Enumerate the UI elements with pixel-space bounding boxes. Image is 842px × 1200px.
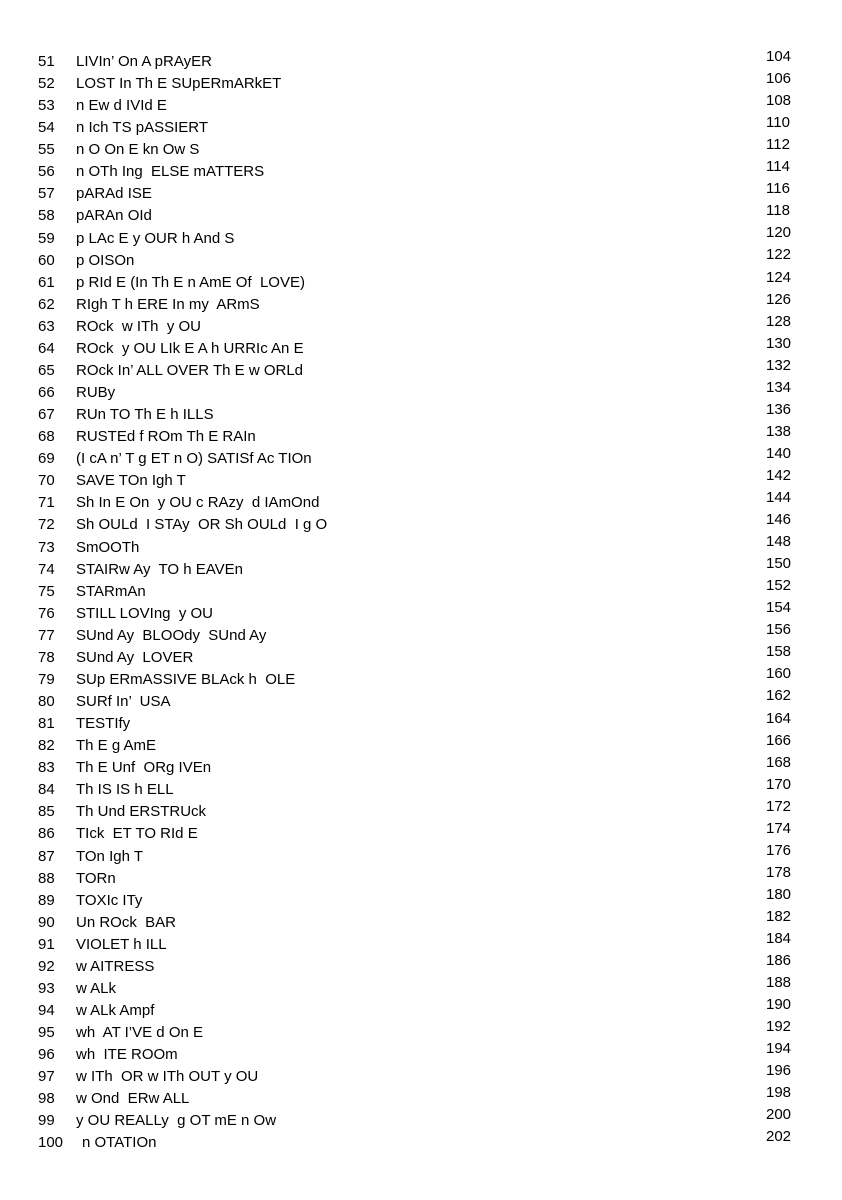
toc-entry (0, 537, 700, 559)
entry-title: RUBy (76, 384, 116, 402)
entry-number: 78 (38, 648, 55, 666)
toc-entry (0, 1110, 700, 1132)
entry-number: 96 (38, 1046, 55, 1064)
entry-number: 64 (38, 339, 55, 357)
entry-number: 98 (38, 1090, 55, 1108)
entry-number: 85 (38, 803, 55, 821)
entry-page-number: 150 (766, 555, 792, 573)
entry-page-number: 114 (766, 158, 790, 176)
entry-title: y OU REALLy g OT mE n Ow (76, 1112, 277, 1130)
entry-number: 99 (38, 1112, 55, 1130)
entry-number: 100 (38, 1134, 64, 1152)
entry-title: LIVIn’ On A pRAyER (76, 53, 212, 70)
entry-page-number: 198 (766, 1084, 792, 1102)
toc-entry (0, 647, 700, 669)
entry-title: w ALk (76, 979, 117, 997)
entry-number: 72 (38, 516, 55, 534)
toc-entry (0, 625, 700, 647)
entry-title: wh ITE ROOm (76, 1046, 178, 1064)
toc-entry (0, 735, 700, 757)
toc-entry (0, 956, 700, 978)
entry-title: n OTh Ing ELSE mATTERS (76, 163, 265, 181)
entry-page-number: 194 (766, 1040, 792, 1058)
toc-entry (0, 868, 700, 890)
entry-number: 97 (38, 1068, 55, 1086)
entry-page-number: 138 (766, 422, 792, 440)
entry-title: wh AT I’VE d On E (76, 1024, 204, 1042)
entry-title: (I cA n’ T g ET n O) SATISf Ac TIOn (76, 450, 312, 468)
toc-entry (0, 73, 700, 95)
entry-page-number: 108 (766, 92, 792, 110)
entry-number: 84 (38, 781, 55, 799)
entry-number: 77 (38, 626, 55, 644)
entry-page-number: 130 (766, 334, 792, 352)
entry-number: 86 (38, 825, 55, 843)
entry-title: LOST In Th E SUpERmARkET (76, 75, 282, 93)
entry-number: 79 (38, 670, 55, 688)
entry-number: 69 (38, 450, 55, 468)
entry-number: 82 (38, 737, 55, 755)
entry-page-number: 186 (766, 952, 792, 970)
entry-number: 65 (38, 361, 55, 379)
entry-page-number: 132 (766, 356, 792, 374)
toc-entry (0, 161, 700, 183)
entry-page-number: 158 (766, 643, 792, 661)
entry-page-number: 154 (766, 599, 792, 617)
entry-title: ROck In’ ALL OVER Th E w ORLd (76, 361, 304, 379)
entry-page-number: 178 (766, 863, 792, 881)
entry-page-number: 144 (766, 489, 792, 506)
entry-page-number: 184 (766, 930, 792, 947)
toc-entry (0, 205, 700, 227)
toc-entry (0, 139, 700, 161)
entry-title: SURf In’ USA (76, 693, 171, 711)
entry-title: p LAc E y OUR h And S (76, 229, 235, 247)
entry-page-number: 188 (766, 974, 792, 992)
toc-entry (0, 95, 700, 117)
toc-entry (0, 228, 700, 250)
entry-number: 87 (38, 847, 55, 865)
toc-entry (0, 382, 700, 404)
entry-page-number: 156 (766, 621, 792, 639)
toc-entry (0, 294, 700, 316)
entry-title: TOn Igh T (76, 847, 143, 865)
entry-title: w Ond ERw ALL (76, 1090, 190, 1108)
entry-number: 89 (38, 891, 55, 909)
toc-entry (0, 1132, 700, 1154)
entry-number: 68 (38, 428, 55, 446)
toc-entry (0, 603, 700, 625)
toc-entry (0, 514, 700, 536)
entry-number: 60 (38, 251, 55, 269)
toc-entry (0, 316, 700, 338)
entry-page-number: 148 (766, 533, 792, 551)
entry-number: 83 (38, 759, 55, 777)
entry-number: 54 (38, 119, 55, 137)
entry-number: 67 (38, 406, 55, 424)
entry-page-number: 160 (766, 665, 792, 683)
entry-page-number: 106 (766, 70, 792, 88)
entry-title: w ITh OR w ITh OUT y OU (76, 1068, 259, 1086)
entry-title: SmOOTh (76, 538, 140, 556)
toc-entry (0, 51, 700, 73)
entry-title: Th E Unf ORg IVEn (76, 759, 212, 777)
entry-title: TORn (76, 869, 116, 887)
toc-entry (0, 846, 700, 868)
toc-entry (0, 470, 700, 492)
entry-title: n Ew d IVId E (76, 97, 167, 115)
entry-page-number: 180 (766, 885, 792, 903)
entry-number: 55 (38, 141, 55, 159)
entry-number: 95 (38, 1024, 55, 1042)
toc-entry (0, 448, 700, 470)
toc-entry (0, 713, 700, 735)
entry-number: 52 (38, 75, 55, 93)
entry-number: 57 (38, 185, 55, 203)
entry-title: STAIRw Ay TO h EAVEn (76, 560, 244, 578)
entry-title: p RId E (In Th E n AmE Of LOVE) (76, 273, 305, 291)
entry-title: Sh OULd I STAy OR Sh OULd I g O (76, 516, 328, 534)
entry-number: 75 (38, 582, 55, 600)
toc-entry (0, 1000, 700, 1022)
entry-title: Un ROck BAR (76, 913, 177, 931)
entry-page-number: 140 (766, 444, 792, 462)
entry-number: 74 (38, 560, 55, 578)
entry-title: n O On E kn Ow S (76, 141, 200, 159)
entry-number: 93 (38, 979, 55, 997)
entry-page-number: 146 (766, 511, 792, 529)
entry-title: RUSTEd f ROm Th E RAIn (76, 428, 256, 446)
entry-number: 66 (38, 384, 55, 402)
entry-title: Th E g AmE (76, 737, 157, 755)
entry-number: 70 (38, 472, 55, 490)
entry-page-number: 152 (766, 577, 792, 595)
entry-page-number: 172 (766, 797, 792, 815)
toc-entry (0, 823, 700, 845)
entry-number: 53 (38, 97, 55, 115)
entry-title: STARmAn (76, 582, 146, 600)
toc-entry (0, 117, 700, 139)
entry-page-number: 168 (766, 753, 792, 771)
toc-entry (0, 669, 700, 691)
toc-entry (0, 779, 700, 801)
entry-page-number: 120 (766, 224, 792, 242)
toc-entry (0, 426, 700, 448)
entry-page-number: 170 (766, 775, 792, 793)
toc-entry (0, 360, 700, 382)
entry-page-number: 166 (766, 731, 792, 749)
toc-entry (0, 492, 700, 514)
toc-entry (0, 912, 700, 934)
entry-page-number: 126 (766, 290, 792, 308)
entry-page-number: 200 (766, 1106, 792, 1124)
entry-title: pARAn OId (76, 207, 152, 225)
entry-number: 92 (38, 957, 55, 975)
entry-title: w AITRESS (76, 957, 155, 975)
toc-entry (0, 1088, 700, 1110)
entry-page-number: 190 (766, 996, 792, 1014)
toc-entry (0, 183, 700, 205)
entry-page-number: 176 (766, 841, 792, 859)
toc-entry (0, 978, 700, 1000)
entry-number: 81 (38, 715, 55, 733)
entry-number: 76 (38, 604, 55, 622)
entry-number: 91 (38, 935, 55, 953)
entry-number: 59 (38, 229, 55, 247)
toc-entry (0, 691, 700, 713)
entry-page-number: 196 (766, 1062, 792, 1080)
entry-number: 56 (38, 163, 55, 181)
toc-entry (0, 757, 700, 779)
entry-title: Th Und ERSTRUck (76, 803, 207, 821)
entry-number: 62 (38, 295, 55, 313)
entry-number: 88 (38, 869, 55, 887)
entry-page-number: 164 (766, 709, 792, 727)
toc-entry (0, 272, 700, 294)
toc-entry (0, 1044, 700, 1066)
entry-title: RIgh T h ERE In my ARmS (76, 295, 260, 313)
toc-entry (0, 890, 700, 912)
entry-page-number: 110 (766, 114, 790, 132)
entry-page-number: 174 (766, 819, 792, 837)
entry-page-number: 128 (766, 312, 792, 330)
entry-page-number: 116 (766, 180, 790, 198)
entry-title: SUnd Ay LOVER (76, 648, 194, 666)
toc-entry (0, 581, 700, 603)
entry-number: 90 (38, 913, 55, 931)
entry-page-number: 136 (766, 400, 792, 418)
entry-page-number: 124 (766, 268, 792, 286)
toc-entry (0, 338, 700, 360)
entry-title: n Ich TS pASSIERT (76, 119, 209, 137)
entry-title: TIck ET TO RId E (76, 825, 198, 843)
entry-title: STILL LOVIng y OU (76, 604, 213, 622)
entry-title: TESTIfy (76, 715, 131, 733)
entry-title: Sh In E On y OU c RAzy d IAmOnd (76, 494, 320, 512)
entry-number: 51 (38, 53, 55, 70)
entry-title: pARAd ISE (76, 185, 152, 203)
toc-entry (0, 934, 700, 956)
toc-entry (0, 1066, 700, 1088)
entry-page-number: 112 (766, 136, 790, 154)
entry-title: TOXIc ITy (76, 891, 143, 909)
entry-title: SUnd Ay BLOOdy SUnd Ay (76, 626, 267, 644)
entry-number: 94 (38, 1002, 55, 1019)
entry-number: 58 (38, 207, 55, 225)
toc-entry (0, 559, 700, 581)
toc-entry (0, 250, 700, 272)
entry-page-number: 118 (766, 202, 790, 220)
entry-page-number: 134 (766, 378, 792, 396)
entry-number: 63 (38, 317, 55, 335)
entry-number: 73 (38, 538, 55, 556)
entry-title: Th IS IS h ELL (76, 781, 174, 799)
entry-page-number: 192 (766, 1018, 792, 1036)
entry-page-number: 202 (766, 1128, 792, 1146)
entry-title: w ALk Ampf (76, 1002, 155, 1019)
entry-title: p OISOn (76, 251, 135, 269)
entry-title: ROck w ITh y OU (76, 317, 202, 335)
entry-page-number: 122 (766, 246, 792, 264)
entry-title: RUn TO Th E h ILLS (76, 406, 214, 424)
entry-title: SAVE TOn Igh T (76, 472, 186, 490)
entry-number: 61 (38, 273, 55, 291)
toc-entry (0, 404, 700, 426)
entry-title: n OTATIOn (82, 1134, 157, 1152)
entry-number: 71 (38, 494, 55, 512)
toc-entry (0, 1022, 700, 1044)
toc-entry (0, 801, 700, 823)
entry-title: VIOLET h ILL (76, 935, 167, 953)
entry-number: 80 (38, 693, 55, 711)
entry-title: ROck y OU LIk E A h URRIc An E (76, 339, 304, 357)
entry-title: SUp ERmASSIVE BLAck h OLE (76, 670, 296, 688)
entry-page-number: 182 (766, 907, 792, 925)
entry-page-number: 104 (766, 48, 792, 65)
entry-page-number: 162 (766, 687, 792, 705)
entry-page-number: 142 (766, 466, 792, 484)
